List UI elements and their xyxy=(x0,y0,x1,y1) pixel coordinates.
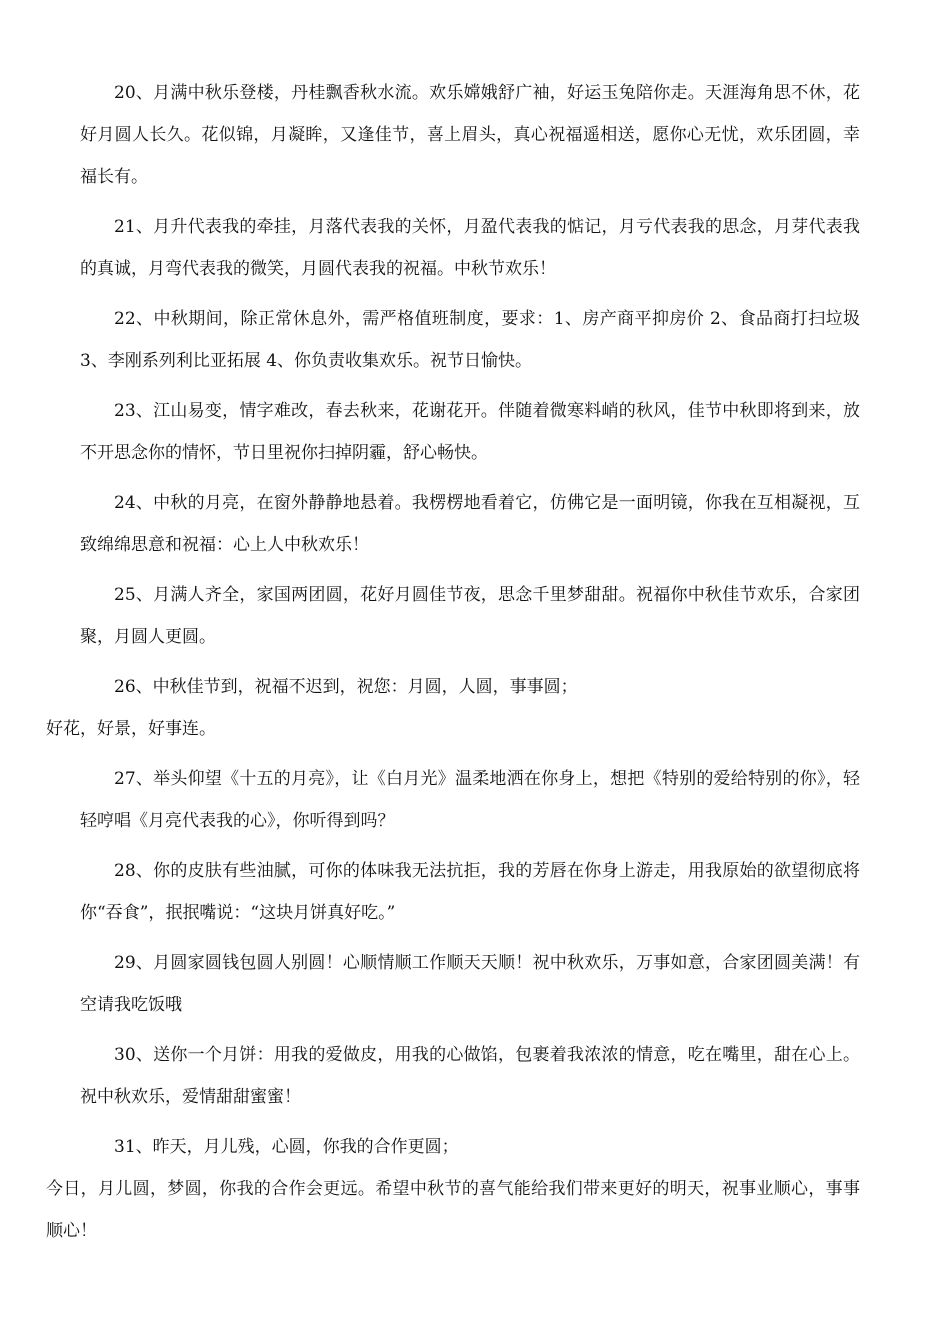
paragraph-22 xyxy=(80,298,860,382)
paragraph-line-continued: 今日，月儿圆，梦圆，你我的合作会更远。希望中秋节的喜气能给我们带来更好的明天，祝事业顺心，事事顺心！ xyxy=(46,1179,860,1241)
paragraph-21 xyxy=(80,206,860,290)
paragraph-line: 28、你的皮肤有些油腻，可你的体味我无法抗拒，我的芳唇在你身上游走，用我原始的欲望彻底将你“吞食”，抿抿嘴说：“这块月饼真好吃。” xyxy=(80,861,860,923)
paragraph-26 xyxy=(46,666,860,750)
paragraph-line: 24、中秋的月亮，在窗外静静地悬着。我楞楞地看着它，仿佛它是一面明镜，你我在互相凝视，互致绵绵思意和祝福：心上人中秋欢乐！ xyxy=(80,493,860,555)
paragraph-line: 29、月圆家圆钱包圆人别圆！心顺情顺工作顺天天顺！祝中秋欢乐，万事如意，合家团圆美满！有空请我吃饭哦 xyxy=(80,953,860,1015)
paragraph-line: 21、月升代表我的牵挂，月落代表我的关怀，月盈代表我的惦记，月亏代表我的思念，月芽代表我的真诚，月弯代表我的微笑，月圆代表我的祝福。中秋节欢乐！ xyxy=(80,217,860,279)
paragraph-line: 25、月满人齐全，家国两团圆，花好月圆佳节夜，思念千里梦甜甜。祝福你中秋佳节欢乐，合家团聚，月圆人更圆。 xyxy=(80,585,860,647)
document-page xyxy=(46,72,860,1260)
paragraph-line: 31、昨天，月儿残，心圆，你我的合作更圆； xyxy=(114,1137,459,1157)
paragraph-line: 30、送你一个月饼：用我的爱做皮，用我的心做馅，包裹着我浓浓的情意，吃在嘴里，甜在心上。祝中秋欢乐，爱情甜甜蜜蜜！ xyxy=(80,1045,860,1107)
paragraph-line: 23、江山易变，情字难改，春去秋来，花谢花开。伴随着微寒料峭的秋风，佳节中秋即将到来，放不开思念你的情怀，节日里祝你扫掉阴霾，舒心畅快。 xyxy=(80,401,860,463)
paragraph-31 xyxy=(46,1126,860,1252)
paragraph-20 xyxy=(80,72,860,198)
paragraph-25 xyxy=(80,574,860,658)
paragraph-30 xyxy=(80,1034,860,1118)
paragraph-line: 27、举头仰望《十五的月亮》，让《白月光》温柔地洒在你身上，想把《特别的爱给特别的你》，轻轻哼唱《月亮代表我的心》，你听得到吗？ xyxy=(80,769,860,831)
paragraph-line: 26、中秋佳节到，祝福不迟到，祝您：月圆，人圆，事事圆； xyxy=(114,677,578,697)
paragraph-line: 22、中秋期间，除正常休息外，需严格值班制度，要求：1、房产商平抑房价 2、食品商打扫垃圾 3、李刚系列利比亚拓展 4、你负责收集欢乐。祝节日愉快。 xyxy=(80,309,860,371)
paragraph-27 xyxy=(80,758,860,842)
paragraph-29 xyxy=(80,942,860,1026)
paragraph-23 xyxy=(80,390,860,474)
paragraph-28 xyxy=(80,850,860,934)
paragraph-line: 20、月满中秋乐登楼，丹桂飘香秋水流。欢乐嫦娥舒广袖，好运玉兔陪你走。天涯海角思不休，花好月圆人长久。花似锦，月凝眸，又逢佳节，喜上眉头，真心祝福遥相送，愿你心无忧，欢乐团圆，幸福长有。 xyxy=(80,83,860,187)
paragraph-24 xyxy=(80,482,860,566)
paragraph-line-continued: 好花，好景，好事连。 xyxy=(46,719,216,739)
